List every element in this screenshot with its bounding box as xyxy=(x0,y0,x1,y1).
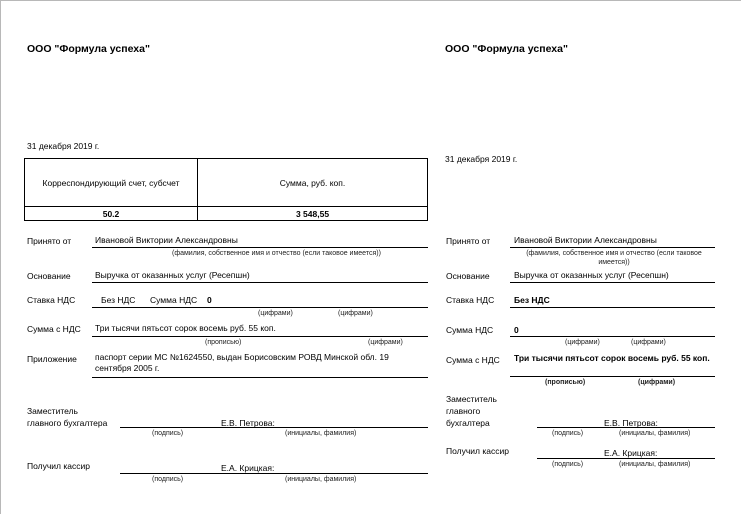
deputy-label: главного бухгалтера xyxy=(27,418,108,428)
basis-value: Выручка от оказанных услуг (Ресепшн) xyxy=(95,270,250,280)
signature-line xyxy=(120,473,428,474)
cashier-name: Е.А. Крицкая: xyxy=(604,448,658,458)
vat-sum-label: Сумма НДС xyxy=(446,325,494,335)
received-from-caption: (фамилия, собственное имя и отчество (если таковое имеется)) xyxy=(526,250,702,266)
attachment-label: Приложение xyxy=(27,354,77,364)
document-date: 31 декабря 2019 г. xyxy=(445,154,518,164)
vat-sum-value: 0 xyxy=(207,295,212,305)
deputy-label: бухгалтера xyxy=(446,418,490,428)
deputy-label: Заместитель xyxy=(27,406,78,416)
table-cell-sum: 3 548,55 xyxy=(295,208,330,219)
field-line xyxy=(510,336,715,337)
deputy-name: Е.В. Петрова: xyxy=(604,418,658,428)
vat-sum-value: 0 xyxy=(514,325,519,335)
basis-label: Основание xyxy=(446,271,490,281)
cashier-label: Получил кассир xyxy=(446,446,509,456)
table-cell-account: 50.2 xyxy=(102,208,120,219)
sum-with-vat-label: Сумма с НДС xyxy=(446,355,500,365)
received-from-value: Ивановой Виктории Александровны xyxy=(95,235,238,245)
org-name: ООО "Формула успеха" xyxy=(27,43,150,55)
vat-rate-label: Ставка НДС xyxy=(446,295,495,305)
in-words-caption: (прописью) xyxy=(545,379,586,386)
initials-caption: (инициалы, фамилия) xyxy=(285,476,357,483)
initials-caption: (инициалы, фамилия) xyxy=(619,461,691,468)
table-header-account: Корреспондирующий счет, субсчет xyxy=(42,177,180,188)
received-from-value: Ивановой Виктории Александровны xyxy=(514,235,657,245)
sum-with-vat-value: Три тысячи пятьсот сорок восемь руб. 55 коп. xyxy=(95,323,276,333)
table-header-sum: Сумма, руб. коп. xyxy=(279,177,346,188)
attachment-value: паспорт серии MC №1624550, выдан Борисовским РОВД Минской обл. 19 сентября 2005 г. xyxy=(95,352,389,373)
field-line xyxy=(92,336,428,337)
initials-caption: (инициалы, фамилия) xyxy=(619,430,691,437)
initials-caption: (инициалы, фамилия) xyxy=(285,430,357,437)
signature-line xyxy=(537,427,715,428)
vat-rate-value: Без НДС xyxy=(101,295,136,305)
field-line xyxy=(92,282,428,283)
digits-caption: (цифрами) xyxy=(638,379,676,386)
field-line xyxy=(510,247,715,248)
vat-rate-value: Без НДС xyxy=(514,295,550,305)
vat-rate-label: Ставка НДС xyxy=(27,295,76,305)
org-name: ООО "Формула успеха" xyxy=(445,43,568,55)
deputy-label: главного xyxy=(446,406,481,416)
vat-sum-label: Сумма НДС xyxy=(150,295,198,305)
digits-caption: (цифрами) xyxy=(258,310,293,317)
received-from-label: Принято от xyxy=(27,236,72,246)
field-line xyxy=(510,282,715,283)
deputy-label: Заместитель xyxy=(446,394,497,404)
signature-caption: (подпись) xyxy=(552,461,584,468)
cashier-name: Е.А. Крицкая: xyxy=(221,463,275,473)
sum-with-vat-value: Три тысячи пятьсот сорок восемь руб. 55 коп. xyxy=(514,353,710,363)
field-line xyxy=(92,307,428,308)
received-from-caption: (фамилия, собственное имя и отчество (если таковое имеется)) xyxy=(172,250,381,257)
field-line xyxy=(510,376,715,377)
in-words-caption: (прописью) xyxy=(205,339,242,346)
sum-with-vat-label: Сумма с НДС xyxy=(27,324,81,334)
field-line xyxy=(92,247,428,248)
document-date: 31 декабря 2019 г. xyxy=(27,141,100,151)
digits-caption: (цифрами) xyxy=(565,339,600,346)
basis-value: Выручка от оказанных услуг (Ресепшн) xyxy=(514,270,669,280)
signature-line xyxy=(537,458,715,459)
field-line xyxy=(92,377,428,378)
signature-caption: (подпись) xyxy=(552,430,584,437)
digits-caption: (цифрами) xyxy=(368,339,403,346)
basis-label: Основание xyxy=(27,271,71,281)
signature-line xyxy=(120,427,428,428)
received-from-label: Принято от xyxy=(446,236,491,246)
signature-caption: (подпись) xyxy=(152,430,184,437)
digits-caption: (цифрами) xyxy=(631,339,666,346)
cashier-label: Получил кассир xyxy=(27,461,90,471)
digits-caption: (цифрами) xyxy=(338,310,373,317)
deputy-name: Е.В. Петрова: xyxy=(221,418,275,428)
signature-caption: (подпись) xyxy=(152,476,184,483)
field-line xyxy=(510,307,715,308)
